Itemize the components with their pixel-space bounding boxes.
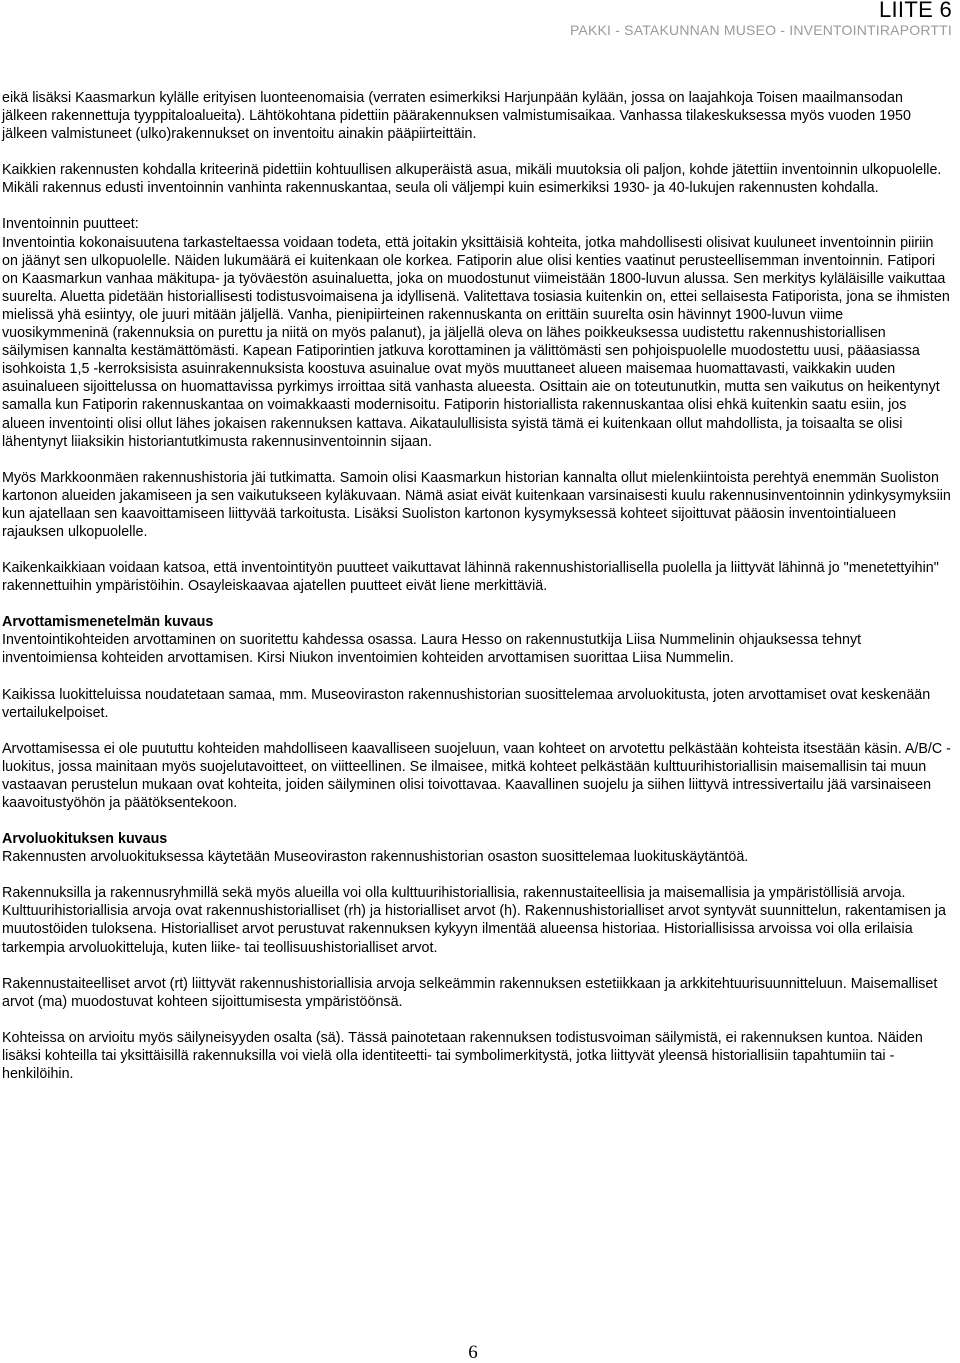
- paragraph-classification-common: Kaikissa luokitteluissa noudatetaan samaa, mm. Museoviraston rakennushistorian suosittelemaa arvoluokitusta, joten arvottamiset ovat keskenään vertailukelpoiset.: [2, 686, 931, 721]
- paragraph-preservation: Kohteissa on arvioitu myös säilyneisyyden osalta (sä). Tässä painotetaan rakennuksen todistusvoiman säilymistä, ei rakennuksen kuntoa. Näiden lisäksi kohteilla tai yksittäisillä rakennuksilla voi vielä olla identiteetti- tai symbolimerkitystä, jotka liittyvät yleensä historiallisiin tapahtumiin tai -henkilöihin.: [2, 1029, 923, 1083]
- heading-value-classification: Arvoluokituksen kuvaus: [2, 831, 168, 848]
- heading-evaluation-method: Arvottamismenetelmän kuvaus: [2, 614, 214, 631]
- section-shortcomings: [2, 215, 952, 450]
- paragraph-evaluation-parts: Inventointikohteiden arvottaminen on suoritettu kahdessa osassa. Laura Hesso on rakennustutkija Liisa Nummelinin ohjauksessa tehnyt inventoimiensa kohteiden arvottamisen. Kirsi Niukon inventoimien kohteiden arvottamisen suorittaa Liisa Nummelin.: [2, 632, 862, 667]
- appendix-title: LIITE 6: [878, 0, 952, 22]
- paragraph-cultural-values: Rakennuksilla ja rakennusryhmillä sekä myös alueilla voi olla kulttuurihistoriallisia, rakennustaiteellisia ja maisemallisia ja ympäristöllisiä arvoja. Kulttuurihistoriallisia arvoja ovat rakennushistorialliset (rh) ja historialliset arvot (h). Rakennushistorialliset arvot syntyvät suunnittelun, rakentamisen ja muutostöiden tuloksena. Historialliset arvot perustuvat rakennuksen kykyyn ilmentää alueensa historiaa. Historiallisissa arvoissa voi olla erilaisia tarkempia arvoluokitteluja, kuten liike- tai teollisuushistorialliset arvot.: [2, 885, 947, 956]
- paragraph-architectural-values: Rakennustaiteelliset arvot (rt) liittyvät rakennushistoriallisia arvoja selkeämmin rakennuksen estetiikkaan ja arkkitehtuurisuunnitteluun. Maisemalliset arvot (ma) muodostuvat kohteen sijoittumisesta ympäristöönsä.: [2, 975, 938, 1010]
- paragraph-classification-practice: Rakennusten arvoluokituksessa käytetään Museoviraston rakennushistorian osaston suosittelemaa luokituskäytäntöä.: [2, 849, 749, 866]
- document-body: [2, 89, 952, 1101]
- page-number: 6: [468, 1342, 478, 1363]
- paragraph-protection: Arvottamisessa ei ole puututtu kohteiden mahdolliseen kaavalliseen suojeluun, vaan kohteet on arvotettu pelkästään kohteista itsestään käsin. A/B/C -luokitus, jossa mainitaan myös suojelutavoitteet, on viitteellinen. Se ilmaisee, mitkä kohteet pelkästään kulttuurihistoriallisin maisemallisin tai muun vastaavan perustelun mukaan ovat kohteita, joiden säilyminen olisi toivottavaa. Kaavallinen suojelu ja siihen liittyvä intressivertailu jää varsinaiseen kaavoitustyöhön ja päätöksentekoon.: [2, 740, 951, 811]
- paragraph-criteria: Kaikkien rakennusten kohdalla kriteerinä pidettiin kohtuullisen alkuperäistä asua, mikäli muutoksia oli paljon, kohde jätettiin inventoinnin ulkopuolelle. Mikäli rakennus edusti inventoinnin vanhinta rakennuskantaa, seula oli väljempi kuin esimerkiksi 1930- ja 40-lukujen rakennusten kohdalla.: [2, 162, 942, 197]
- paragraph-summary: Kaikenkaikkiaan voidaan katsoa, että inventointityön puutteet vaikuttavat lähinnä rakennushistoriallisella puolella ja liittyvät lähinnä jo "menetettyihin" rakennettuihin ympäristöihin. Osayleiskaavaa ajatellen puutteet eivät liene merkittäviä.: [2, 560, 939, 595]
- paragraph-shortcomings: Inventointia kokonaisuutena tarkasteltaessa voidaan todeta, että joitakin yksittäisiä kohteita, jotka mahdollisesti olisivat kuuluneet inventoinnin piiriin on jäänyt sen ulkopuolelle. Näiden lukumäärä ei kuitenkaan ole korkea. Fatiporin alue olisi kenties vaatinut perusteellisemman inventoinnin. Fatipori on Kaasmarkun vanhaa mäkitupa- ja työväestön asuinaluetta, joka on muodostunut viimeistään 1800-luvun alussa. Sen merkitys kyläläisille vaikuttaa suurelta. Aluetta pidetään historiallisesti todistusvoimaisena ja idyllisenä. Valitettava tosiasia kuitenkin on, ettei sellaisesta Fatiporista, jona se ihmisten mielissä yhä esiintyy, ole juuri mitään jäljellä. Vanha, pienipiirteinen rakennuskanta on erittäin suurelta osin hävinnyt 1900-luvun viime vuosikymmeninä (rakennuksia on purettu ja niitä on myös palanut), ja jäljellä oleva on lähes poikkeuksessa uudistettu rakennushistoriallisen säilymisen kannalta kestämättömästi. Kapean Fatiporintien jatkuva korottaminen ja välittömästi sen pohjoispuolelle muodostettu uusi, pääasiassa isohkoista 1,5 -kerroksisista asuinrakennuksista koostuva asuinalue ovat myös muuttaneet alueen maisemaa huomattavasti, vaikkakin uuden asuinalueen sijoittelussa on huomattavissa pyrkimys irroittaa sitä vanhasta alueesta. Osittain aie on toteutunutkin, mutta sen vaikutus on heikentynyt samalla kun Fatiporin rakennuskantaa on voimakkaasti modernisoitu. Fatiporin historiallista rakennuskantaa olisi ehkä kuitenkin saatu esiin, jos alueen inventointi olisi ollut lähes jokaisen rakennuksen kattava. Aikataulullisista syistä tämä ei kuitenkaan ollut mahdollista, ja toisaalta se olisi lähentynyt liiaksikin historiantutkimusta rakennusinventoinnin sijaan.: [2, 234, 950, 450]
- paragraph-markkoonmaki: Myös Markkoonmäen rakennushistoria jäi tutkimatta. Samoin olisi Kaasmarkun historian kannalta ollut mielenkiintoista perehtyä enemmän Suoliston kartonon alueiden jakamiseen ja sen vaikutukseen kyläkuvaan. Nämä asiat eivät kuitenkaan varsinaisesti kuulu rakennusinventoinnin ydinkysymyksiin kun ajatellaan sen kaavoittamiseen liittyvää tarkoitusta. Lisäksi Suoliston kartonon kysymyksessä kohteet sijoittuvat pääosin inventointialueen rajauksen ulkopuolelle.: [2, 469, 951, 540]
- paragraph-intro: eikä lisäksi Kaasmarkun kylälle erityisen luonteenomaisia (verraten esimerkiksi Harjunpään kylään, jossa on laajahkoja Toisen maailmansodan jälkeen rakennettuja tyyppitaloalueita). Lähtökohtana pidettiin päärakennuksen valmistumisaikaa. Vanhassa tilakeskuksessa myös vuoden 1950 jälkeen valmistuneet (ulko)rakennukset on inventoitu ainakin pääpiirteittäin.: [2, 90, 911, 143]
- shortcomings-label: Inventoinnin puutteet:: [2, 216, 139, 233]
- report-subtitle: PAKKI - SATAKUNNAN MUSEO - INVENTOINTIRAPORTTI: [569, 22, 952, 38]
